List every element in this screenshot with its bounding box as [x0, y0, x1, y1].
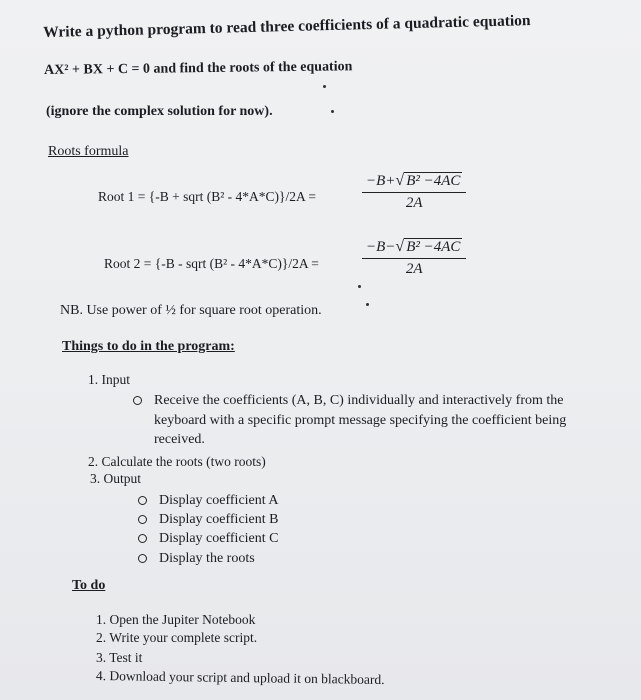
root2-denominator: 2A [405, 261, 423, 277]
question-line-3: (ignore the complex solution for now). [46, 104, 273, 119]
list-subitem: Display coefficient C [138, 531, 279, 547]
root2-expression: Root 2 = {-B - sqrt (B² - 4*A*C)}/2A = [104, 256, 319, 271]
root1-expression: Root 1 = {-B + sqrt (B² - 4*A*C)}/2A = [98, 189, 316, 204]
root2-numerator-lhs: −B− [366, 239, 396, 255]
list-subitem: Display the roots [138, 551, 255, 567]
sqrt-symbol: √ [395, 172, 405, 189]
todo-item: 1. Open the Jupiter Notebook [96, 612, 256, 627]
paper-speck [323, 85, 326, 88]
root1-denominator: 2A [405, 195, 423, 211]
root1-radicand: B² −4AC [406, 173, 461, 189]
list-subitem: Display coefficient B [138, 512, 279, 528]
list-item-calculate: 2. Calculate the roots (two roots) [88, 454, 266, 469]
circle-bullet-icon [138, 534, 147, 543]
paper-speck [366, 303, 369, 306]
todo-item: 3. Test it [96, 650, 143, 665]
todo-item: 4. Download your script and upload it on blackboard. [95, 668, 385, 688]
root2-fraction [362, 238, 466, 278]
sqrt-symbol: √ [395, 238, 405, 255]
list-subitem-continuation: keyboard with a specific prompt message specifying the coefficient being [154, 413, 567, 428]
todo-heading: To do [72, 578, 106, 593]
paper-speck [331, 110, 334, 113]
list-subitem: Display coefficient A [138, 493, 279, 509]
circle-bullet-icon [138, 496, 147, 505]
square-root-note: NB. Use power of ½ for square root operation. [60, 303, 322, 318]
paper-speck [358, 285, 361, 288]
question-line-1: Write a python program to read three coefficients of a quadratic equation [43, 12, 531, 41]
root1-fraction [362, 172, 466, 212]
list-subitem-continuation: received. [154, 432, 205, 447]
circle-bullet-icon [138, 515, 147, 524]
question-line-2: AX² + BX + C = 0 and find the roots of the equation [44, 59, 353, 78]
things-to-do-heading: Things to do in the program: [62, 339, 235, 354]
todo-item: 2. Write your complete script. [96, 630, 258, 645]
root2-radicand: B² −4AC [406, 239, 461, 255]
roots-formula-heading: Roots formula [48, 144, 129, 159]
root1-numerator-lhs: −B+ [366, 173, 396, 189]
list-item-output: 3. Output [90, 471, 142, 486]
list-subitem: Receive the coefficients (A, B, C) individually and interactively from the [133, 393, 564, 409]
list-item-input: 1. Input [88, 372, 130, 387]
circle-bullet-icon [138, 554, 147, 563]
circle-bullet-icon [133, 396, 142, 405]
